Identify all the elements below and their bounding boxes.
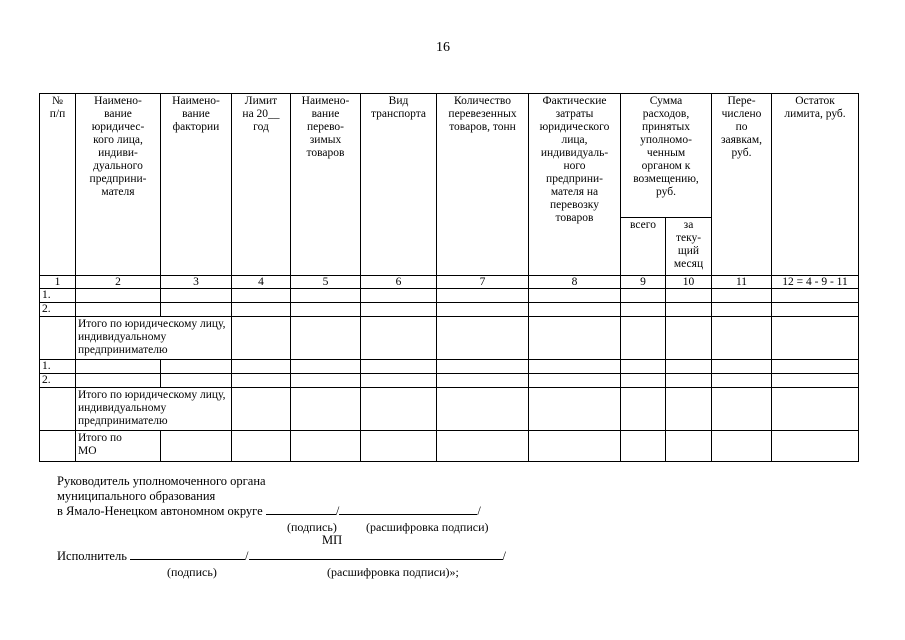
column-number: 5: [291, 276, 361, 289]
executor-row: [57, 549, 506, 563]
executor-rasshifrovka-label: (расшифровка подписи)»;: [327, 565, 459, 579]
header-col8: Фактические затраты юридического лица, индивидуаль- ного предприни- мателя на перевозку товаров: [529, 94, 621, 276]
header-col3: Наимено- вание фактории: [161, 94, 232, 276]
head-rasshifrovka-label: (расшифровка подписи): [366, 520, 489, 534]
header-col2: Наимено- вание юридичес- кого лица, индиви- дуального предприни- мателя: [76, 94, 161, 276]
head-title-line3-row: [57, 504, 481, 518]
header-col9-10: Сумма расходов, принятых уполномо- ченным органом к возмещению, руб.: [621, 94, 712, 218]
executor-name-field[interactable]: [249, 549, 503, 560]
head-title-line2: муниципального образования: [57, 489, 216, 503]
subtotal-row: [40, 388, 859, 431]
column-number: 9: [621, 276, 666, 289]
stamp-mp: МП: [322, 533, 343, 547]
header-col10: за теку- щий месяц: [666, 218, 712, 276]
header-col9: всего: [621, 218, 666, 276]
signature-slash: /: [335, 504, 340, 518]
row-number: 1.: [40, 360, 76, 374]
header-col12: Остаток лимита, руб.: [772, 94, 859, 276]
column-number: 6: [361, 276, 437, 289]
header-col6: Вид транспорта: [361, 94, 437, 276]
column-number: 4: [232, 276, 291, 289]
executor-label: Исполнитель: [57, 549, 127, 563]
subtotal-label: Итого по юридическому лицу, индивидуальному предпринимателю: [76, 317, 232, 360]
subtotal-row: [40, 317, 859, 360]
header-row: [40, 94, 859, 218]
column-number: 10: [666, 276, 712, 289]
signature-slash: /: [477, 504, 481, 518]
head-title-line3: в Ямало-Ненецком автономном округе: [57, 504, 263, 518]
header-col1: № п/п: [40, 94, 76, 276]
header-col11: Пере- числено по заявкам, руб.: [712, 94, 772, 276]
signature-slash: /: [502, 549, 507, 563]
table-row: [40, 360, 859, 374]
executor-signature-field[interactable]: [130, 549, 245, 560]
header-col5: Наимено- вание перево- зимых товаров: [291, 94, 361, 276]
executor-podpis-label: (подпись): [167, 565, 217, 579]
column-number: 7: [437, 276, 529, 289]
page-number: 16: [436, 40, 450, 55]
header-col4: Лимит на 20__ год: [232, 94, 291, 276]
subtotal-label: Итого по юридическому лицу, индивидуальному предпринимателю: [76, 388, 232, 431]
signature-slash: /: [245, 549, 249, 563]
table-row: [40, 289, 859, 303]
column-number: 2: [76, 276, 161, 289]
table-row: [40, 374, 859, 388]
column-number-row: [40, 276, 859, 289]
row-number: 2.: [40, 374, 76, 388]
column-number: 8: [529, 276, 621, 289]
header-col7: Количество перевезенных товаров, тонн: [437, 94, 529, 276]
report-table: [39, 93, 859, 462]
column-number: 11: [712, 276, 772, 289]
total-mo-label: Итого по МО: [76, 431, 161, 462]
head-podpis-label: (подпись): [287, 520, 337, 534]
row-number: 1.: [40, 289, 76, 303]
head-name-field[interactable]: [339, 504, 477, 515]
head-title-line1: Руководитель уполномоченного органа: [57, 474, 266, 488]
column-number: 12 = 4 - 9 - 11: [772, 276, 859, 289]
table-row: [40, 303, 859, 317]
head-signature-field[interactable]: [266, 504, 336, 515]
column-number: 1: [40, 276, 76, 289]
total-mo-row: [40, 431, 859, 462]
column-number: 3: [161, 276, 232, 289]
row-number: 2.: [40, 303, 76, 317]
